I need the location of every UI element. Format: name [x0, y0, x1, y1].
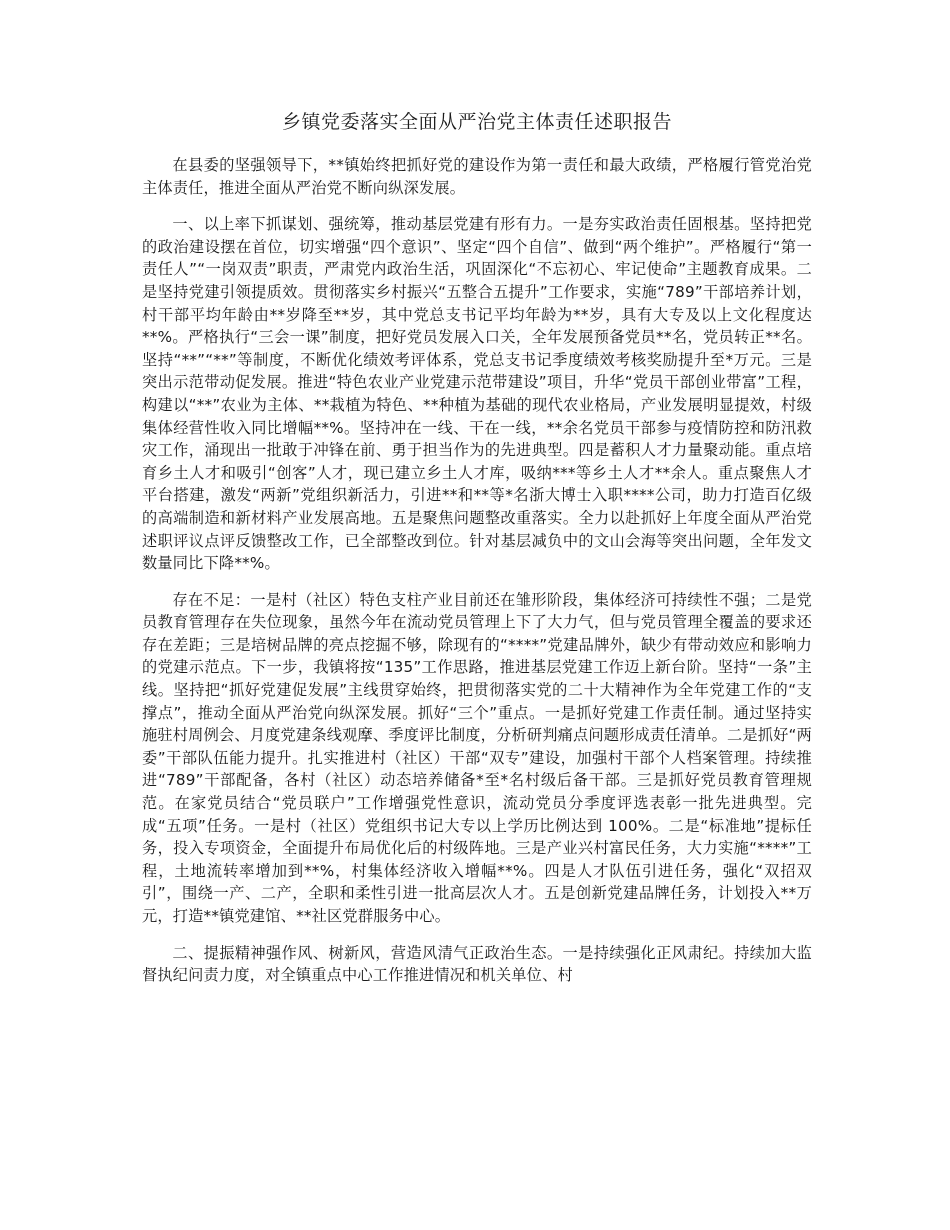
document-title: 乡镇党委落实全面从严治党主体责任述职报告	[281, 111, 672, 133]
paragraph-intro: 在县委的坚强领导下，**镇始终把抓好党的建设作为第一责任和最大政绩，严格履行管党治党主体责任，推进全面从严治党不断向纵深发展。	[142, 156, 812, 197]
paragraph-shortcomings: 存在不足：一是村（社区）特色支柱产业目前还在雏形阶段，集体经济可持续性不强；二是党员教育管理存在失位现象，虽然今年在流动党员管理上下了大力气，但与党员管理全覆盖的要求还存在差距；三是培树品牌的亮点挖掘不够，除现有的“****”党建品牌外，缺少有带动效应和影响力的党建示范点。下一步，我镇将按“135”工作思路，推进基层党建工作迈上新台阶。坚持“一条”主线。坚持把“抓好党建促发展”主线贯穿始终，把贯彻落实党的二十大精神作为全年党建工作的“支撑点”，推动全面从严治党向纵深发展。抓好“三个”重点。一是抓好党建工作责任制。通过坚持实施驻村周例会、月度党建条线观摩、季度评比制度，分析研判痛点问题形成责任清单。二是抓好“两委”干部队伍能力提升。扎实推进村（社区）干部“双专”建设，加强村干部个人档案管理。持续推进“789”干部配备，各村（社区）动态培养储备*至*名村级后备干部。三是抓好党员教育管理规范。在家党员结合“党员联户”工作增强党性意识，流动党员分季度评选表彰一批先进典型。完成“五项”任务。一是村（社区）党组织书记大专以上学历比例达到 100%。二是“标准地”提标任务，投入专项资金，全面提升布局优化后的村级阵地。三是产业兴村富民任务，大力实施“****”工程，土地流转率增加到**%，村集体经济收入增幅**%。四是人才队伍引进任务，强化“双招双引”，围绕一产、二产，全职和柔性引进一批高层次人才。五是创新党建品牌任务，计划投入**万元，打造**镇党建馆、**社区党群服务中心。	[142, 590, 812, 925]
paragraph-section-one: 一、以上率下抓谋划、强统筹，推动基层党建有形有力。一是夯实政治责任固根基。坚持把党的政治建设摆在首位，切实增强“四个意识”、坚定“四个自信”、做到“两个维护”。严格履行“第一责任人”“一岗双责”职责，严肃党内政治生活，巩固深化“不忘初心、牢记使命”主题教育成果。二是坚持党建引领提质效。贯彻落实乡村振兴“五整合五提升”工作要求，实施“789”干部培养计划，村干部平均年龄由**岁降至**岁，其中党总支书记平均年龄为**岁，具有大专及以上文化程度达**%。严格执行“三会一课”制度，把好党员发展入口关，全年发展预备党员**名，党员转正**名。坚持“**”“**”等制度，不断优化绩效考评体系，党总支书记季度绩效考核奖励提升至*万元。三是突出示范带动促发展。推进“特色农业产业党建示范带建设”项目，升华“党员干部创业带富”工程，构建以“**”农业为主体、**栽植为特色、**种植为基础的现代农业格局，产业发展明显提效，村级集体经营性收入同比增幅**%。坚持冲在一线、干在一线，**余名党员干部参与疫情防控和防汛救灾工作，涌现出一批敢于冲锋在前、勇于担当作为的先进典型。四是蓄积人才力量聚动能。重点培育乡土人才和吸引“创客”人才，现已建立乡土人才库，吸纳***等乡土人才**余人。重点聚焦人才平台搭建，激发“两新”党组织新活力，引进**和**等*名浙大博士入职****公司，助力打造百亿级的高端制造和新材料产业发展高地。五是聚焦问题整改重落实。全力以赴抓好上年度全面从严治党述职评议点评反馈整改工作，已全部整改到位。针对基层减负中的文山会海等突出问题，全年发文数量同比下降**%。	[142, 215, 812, 573]
paragraph-section-two: 二、提振精神强作风、树新风，营造风清气正政治生态。一是持续强化正风肃纪。持续加大监督执纪问责力度，对全镇重点中心工作推进情况和机关单位、村	[142, 943, 812, 985]
document-page	[142, 108, 812, 1001]
